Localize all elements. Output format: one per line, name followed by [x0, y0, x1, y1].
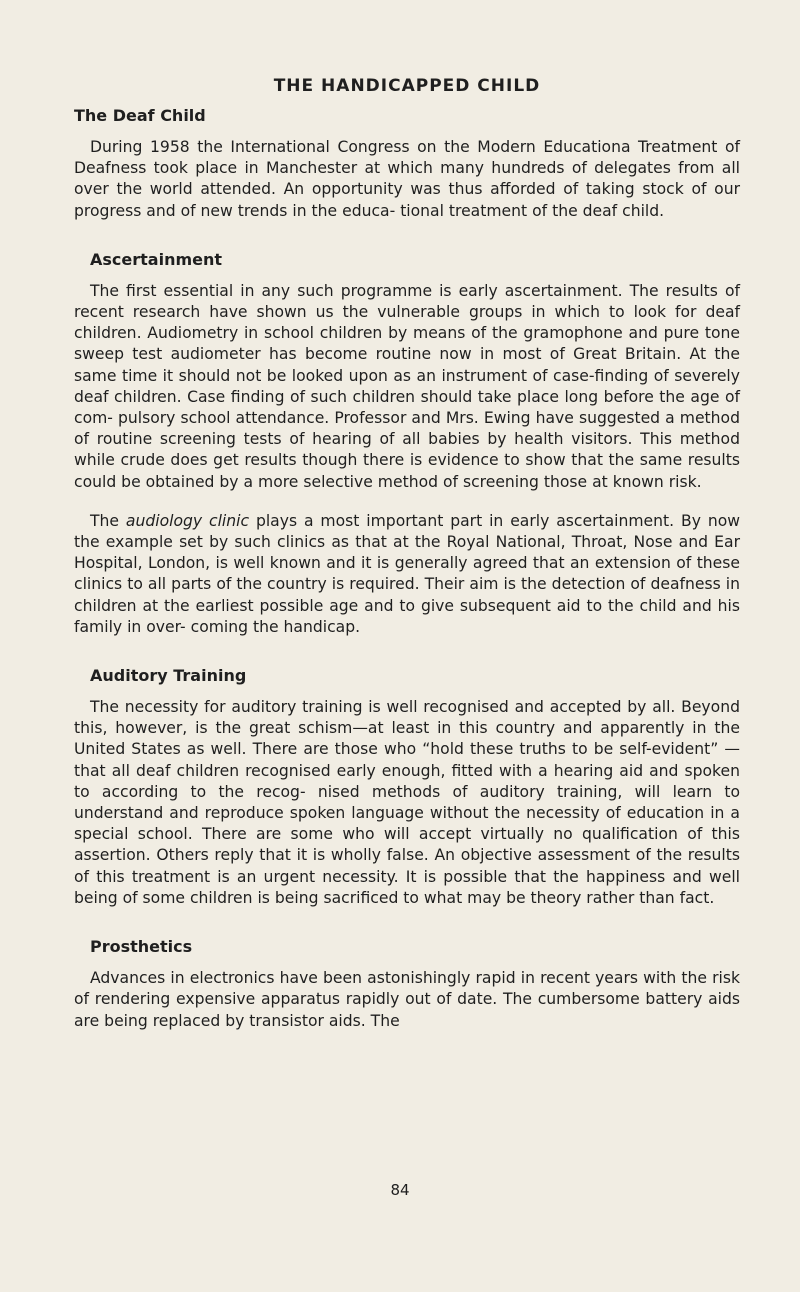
paragraph-prosthetics: Advances in electronics have been astonishingly rapid in recent years with the risk of rendering expensive apparatus rapidly out of date. The cumbersome battery aids are being replaced by transistor aids. The [74, 969, 740, 1030]
document-page [74, 76, 740, 1032]
heading-deaf-child: The Deaf Child [74, 106, 206, 125]
paragraph-ascertainment-1: The first essential in any such programme is early ascertainment. The results of recent research have shown us the vulnerable groups in which to look for deaf children. Audiometry in school children by means of the gramophone and pure tone sweep test audiometer has become routine now in most of Great Britain. At the same time it should not be looked upon as an instrument of case-finding of severely deaf children. Case finding of such children should take place long before the age of com- pulsory school attendance. Professor and Mrs. Ewing have suggested a method of routine screening tests of hearing of all babies by health visitors. This method while crude does get results though there is evidence to show that the same results could be obtained by a more selective method of screening those at known risk. [74, 281, 740, 491]
paragraph-rest: plays a most important part in early ascertainment. By now the example set by such clinics as that at the Royal National, Throat, Nose and Ear Hospital, London, is well known and it is generally agreed that an extension of these clinics to all parts of the country is required. Their aim is the detection of deafness in children at the earliest possible age and to give subsequent aid to the child and his family in over- coming the handicap. [74, 511, 740, 636]
paragraph-ascertainment-2 [74, 511, 740, 638]
paragraph-deaf-child: During 1958 the International Congress on the Modern Educationa Treatment of Deafness took place in Manchester at which many hundreds of delegates from all over the world attended. An opportunity was thus afforded of taking stock of our progress and of new trends in the educa- tional treatment of the deaf child. [74, 138, 740, 220]
italic-term-audiology-clinic: audiology clinic [125, 511, 250, 530]
heading-prosthetics: Prosthetics [90, 937, 193, 957]
heading-ascertainment: Ascertainment [90, 249, 223, 269]
paragraph-auditory-training: The necessity for auditory training is well recognised and accepted by all. Beyond this, however, is the great schism—at least in this country and apparently in the United States as well. There are those who “hold these truths to be self-evident” —that all deaf children recognised early enough, fitted with a hearing aid and spoken to according to the recog- nised methods of auditory training, will learn to understand and reproduce spoken language without the necessity of education in a special school. There are some who will accept virtually no qualification of this assertion. Others reply that it is wholly false. An objective assessment of the results of this treatment is an urgent necessity. It is possible that the happiness and well being of some children is being sacrificed to what may be theory rather than fact. [74, 698, 740, 907]
page-title: THE HANDICAPPED CHILD [273, 76, 541, 96]
page-number: 84 [390, 1181, 410, 1199]
paragraph-lead: The [90, 511, 126, 530]
heading-auditory-training: Auditory Training [90, 666, 247, 686]
